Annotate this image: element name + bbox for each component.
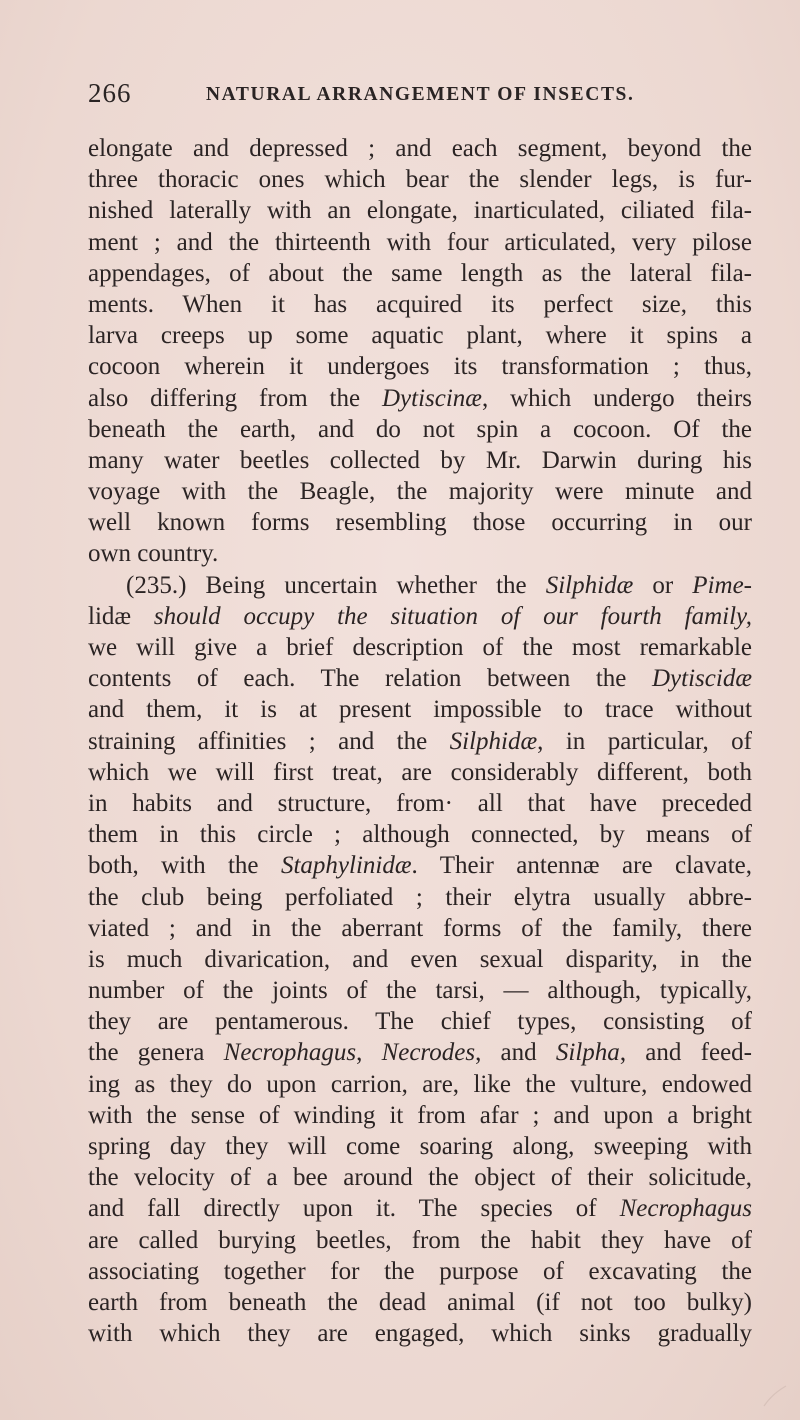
text-line: is much divarication, and even sexual disparity, in the — [88, 945, 752, 973]
text-line: ment ; and the thirteenth with four articulated, very pilose — [88, 228, 752, 256]
text-line: they are pentamerous. The chief types, consisting of — [88, 1008, 752, 1036]
text-line: the velocity of a bee around the object of their solicitude, — [88, 1164, 752, 1192]
text-line: straining affinities ; and the Silphidæ, in particular, of — [88, 727, 752, 755]
text-line: both, with the Staphylinidæ. Their antennæ are clavate, — [88, 852, 752, 880]
text-line: three thoracic ones which bear the slender legs, is fur- — [88, 166, 752, 194]
running-head: NATURAL ARRANGEMENT OF INSECTS. — [206, 84, 635, 105]
text-line: nished laterally with an elongate, inarticulated, ciliated fila- — [88, 197, 752, 225]
text-line: with which they are engaged, which sinks gradually — [88, 1320, 752, 1348]
text-line: number of the joints of the tarsi, — although, typically, — [88, 977, 752, 1005]
body-text — [88, 133, 752, 1349]
text-line: associating together for the purpose of excavating the — [88, 1257, 752, 1285]
text-line: the genera Necrophagus, Necrodes, and Silpha, and feed- — [88, 1039, 752, 1067]
text-line: also differing from the Dytiscinæ, which undergo theirs — [88, 384, 753, 412]
text-line: and fall directly upon it. The species of Necrophagus — [88, 1195, 752, 1223]
text-line: the club being perfoliated ; their elytra usually abbre- — [88, 883, 752, 911]
text-line: lidæ should occupy the situation of our fourth family, — [88, 602, 752, 630]
text-line: are called burying beetles, from the habit they have of — [88, 1226, 752, 1254]
text-line: appendages, of about the same length as the lateral fila- — [88, 259, 752, 287]
text-line: beneath the earth, and do not spin a cocoon. Of the — [88, 415, 752, 443]
text-line: ments. When it has acquired its perfect size, this — [88, 290, 752, 318]
text-line: in habits and structure, from· all that have preceded — [88, 789, 752, 817]
text-line: with the sense of winding it from afar ; and upon a bright — [88, 1101, 752, 1129]
text-line: and them, it is at present impossible to trace without — [88, 696, 752, 724]
page-header — [88, 78, 728, 118]
text-line: well known forms resembling those occurring in our — [88, 509, 752, 537]
text-line: spring day they will come soaring along, sweeping with — [88, 1133, 752, 1160]
text-line: which we will first treat, are considerably different, both — [88, 758, 752, 786]
text-line: (235.) Being uncertain whether the Silphidæ or Pime- — [126, 571, 752, 599]
text-line: many water beetles collected by Mr. Darwin during his — [88, 446, 752, 474]
text-line: own country. — [88, 540, 219, 568]
text-line: viated ; and in the aberrant forms of the family, there — [88, 914, 752, 942]
text-line: them in this circle ; although connected, by means of — [88, 821, 752, 849]
text-line: ing as they do upon carrion, are, like the vulture, endowed — [88, 1070, 752, 1098]
text-line: we will give a brief description of the most remarkable — [88, 634, 752, 661]
page-number: 266 — [88, 78, 132, 108]
text-line: contents of each. The relation between the Dytiscidæ — [88, 665, 752, 693]
text-line: earth from beneath the dead animal (if not too bulky) — [88, 1288, 752, 1316]
text-line: cocoon wherein it undergoes its transformation ; thus, — [88, 353, 752, 381]
text-line: voyage with the Beagle, the majority were minute and — [88, 478, 752, 506]
page-corner-mark — [760, 1380, 790, 1410]
text-line: larva creeps up some aquatic plant, where it spins a — [88, 322, 752, 350]
text-line: elongate and depressed ; and each segment, beyond the — [88, 135, 752, 162]
